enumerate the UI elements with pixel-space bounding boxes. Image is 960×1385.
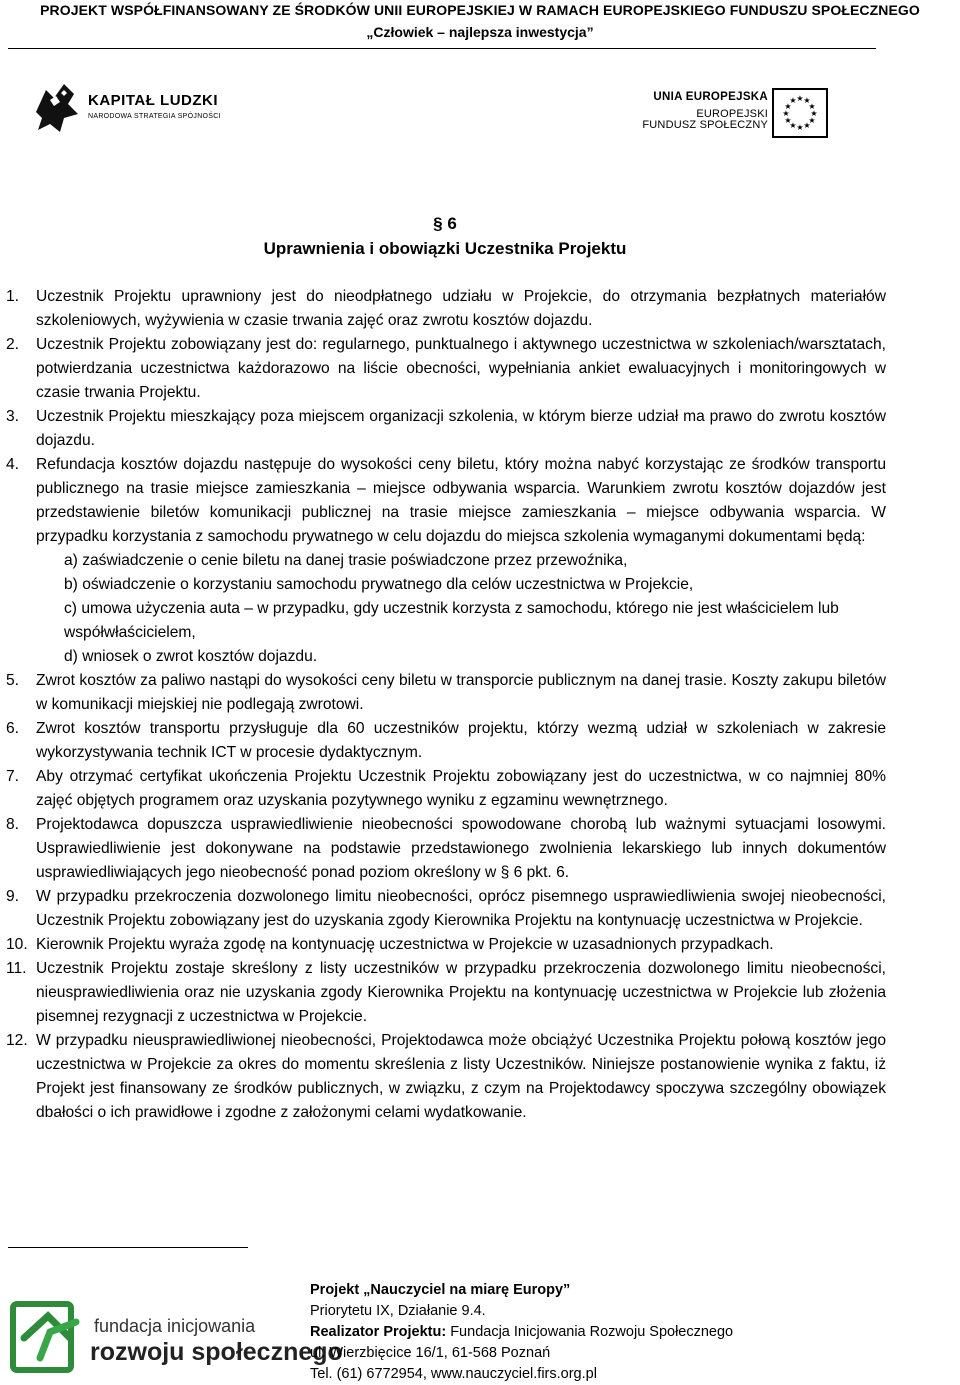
list-item (6, 1029, 886, 1125)
list-item (6, 717, 886, 765)
item-number: 10. (6, 936, 28, 953)
list-item (6, 405, 886, 453)
item-number: 9. (6, 888, 20, 905)
svg-text:★: ★ (796, 94, 804, 103)
svg-text:★: ★ (810, 109, 818, 118)
item-text: Projektodawca dopuszcza usprawiedliwienie nieobecności spowodowane chorobą lub ważnymi sytuacjami losowymi. Usprawiedliwienie jest dokonywane na podstawie przedstawionego zwolnienia lekarskiego lub innych dokumentów usprawiedliwiających jego nieobecność ponad poziom określony w § 6 pkt. 6. (36, 816, 886, 881)
svg-text:★: ★ (808, 116, 816, 125)
section-title: Uprawnienia i obowiązki Uczestnika Projektu (263, 239, 627, 258)
item-text: Zwrot kosztów transportu przysługuje dla 60 uczestników projektu, którzy wezmą udział w szkoleniach w zakresie wykorzystywania technik ICT w procesie dydaktycznym. (36, 720, 886, 761)
item-number: 7. (6, 768, 20, 785)
kapital-ludzki-subtitle: NARODOWA STRATEGIA SPÓJNOŚCI (88, 113, 221, 120)
svg-text:★: ★ (808, 102, 816, 111)
item-number: 5. (6, 672, 20, 689)
list-item (6, 933, 886, 957)
svg-text:★: ★ (803, 96, 811, 105)
eu-logo-line2: EUROPEJSKI (696, 108, 768, 120)
item-number: 4. (6, 456, 20, 473)
svg-text:★: ★ (784, 102, 792, 111)
section-number: § 6 (433, 214, 457, 233)
svg-text:★: ★ (796, 123, 804, 132)
list-item (6, 885, 886, 933)
sub-item: a) zaświadczenie o cenie biletu na danej trasie poświadczone przez przewoźnika, (64, 552, 628, 569)
kapital-ludzki-title: KAPITAŁ LUDZKI (88, 92, 219, 109)
list-item (6, 765, 886, 813)
footer-divider (8, 1247, 248, 1248)
item-text: W przypadku nieusprawiedliwionej nieobecności, Projektodawca może obciążyć Uczestnika Projektu połową kosztów jego uczestnictwa w Projekcie za okres do momentu skreślenia z listy Uczestników. Niniejsze postanowienie wynika z faktu, iż Projekt jest finansowany ze środków publicznych, w związku, z czym na Projektodawcy spoczywa szczególny obowiązek dbałości o ich prawidłowe i zgodne z założonymi celami wydatkowanie. (36, 1032, 886, 1121)
footer-info (310, 1280, 950, 1385)
item-number: 12. (6, 1032, 28, 1049)
fundacja-line2: rozwoju społecznego (90, 1338, 343, 1366)
item-text: Uczestnik Projektu zobowiązany jest do: regularnego, punktualnego i aktywnego uczestnictwa w szkoleniach/warsztatach, potwierdzania uczestnictwa każdorazowo na liście obecności, wypełniania ankiet ewaluacyjnych i monitoringowych w czasie trwania Projektu. (36, 336, 886, 401)
list-item (6, 957, 886, 1029)
fundacja-logo (10, 1296, 343, 1380)
item-number: 8. (6, 816, 20, 833)
item-text: Zwrot kosztów za paliwo nastąpi do wysokości ceny biletu w transporcie publicznym na danej trasie. Koszty zakupu biletów w komunikacji miejskiej nie podlegają zwrotowi. (36, 672, 886, 713)
item-text: Kierownik Projektu wyraża zgodę na kontynuację uczestnictwa w Projekcie w uzasadnionych przypadkach. (36, 936, 774, 953)
kapital-ludzki-logo (34, 84, 234, 134)
footer-priority: Priorytetu IX, Działanie 9.4. (310, 1303, 486, 1319)
svg-text:★: ★ (789, 121, 797, 130)
eu-logo-line3: FUNDUSZ SPOŁECZNY (642, 119, 768, 131)
eu-social-fund-logo (642, 86, 860, 142)
svg-text:★: ★ (789, 96, 797, 105)
footer-contact: Tel. (61) 6772954, www.nauczyciel.firs.org.pl (310, 1366, 597, 1382)
item-number: 2. (6, 336, 20, 353)
list-item (6, 813, 886, 885)
item-number: 1. (6, 288, 20, 305)
svg-text:★: ★ (784, 116, 792, 125)
sub-item: b) oświadczenie o korzystaniu samochodu prywatnego dla celów uczestnictwa w Projekcie, (64, 576, 694, 593)
footer-project: Projekt „Nauczyciel na miarę Europy” (310, 1282, 571, 1298)
item-number: 11. (6, 960, 27, 977)
item-text: Refundacja kosztów dojazdu następuje do wysokości ceny biletu, który można nabyć korzystając ze środków transportu publicznego na trasie miejsce zamieszkania – miejsce odbywania wsparcia. Warunkiem zwrotu kosztów dojazdów jest przedstawienie biletów komunikacji publicznej na trasie miejsce zamieszkania – miejsce odbywania wsparcia. W przypadku korzystania z samochodu prywatnego w celu dojazdu do miejsca szkolenia wymaganymi dokumentami będą: (36, 456, 886, 545)
item-text: W przypadku przekroczenia dozwolonego limitu nieobecności, oprócz pisemnego usprawiedliwienia swojej nieobecności, Uczestnik Projektu zobowiązany jest do uzyskania zgody Kierownika Projektu na kontynuację uczestnictwa w Projekcie. (36, 888, 886, 929)
svg-text:★: ★ (782, 109, 790, 118)
list-item (6, 669, 886, 717)
fundacja-emblem-icon (10, 1298, 84, 1378)
item-text: Uczestnik Projektu zostaje skreślony z listy uczestników w przypadku przekroczenia dozwolonego limitu nieobecności, nieusprawiedliwienia oraz nie uzyskania zgody Kierownika Projektu na kontynuację uczestnictwa w Projekcie lub złożenia pisemnej rezygnacji z uczestnictwa w Projekcie. (36, 960, 886, 1025)
rules-list (6, 285, 886, 1125)
list-item (6, 453, 886, 669)
header-slogan: „Człowiek – najlepsza inwestycja” (366, 24, 594, 40)
eu-logo-line1: UNIA EUROPEJSKA (653, 91, 768, 103)
item-text: Uczestnik Projektu uprawniony jest do nieodpłatnego udziału w Projekcie, do otrzymania bezpłatnych materiałów szkoleniowych, wyżywienia w czasie trwania zajęć oraz zwrotu kosztów dojazdu. (36, 288, 886, 329)
kapital-ludzki-emblem-icon (34, 84, 80, 134)
header-divider (8, 48, 876, 49)
footer-realizer-name: Fundacja Inicjowania Rozwoju Społecznego (450, 1324, 734, 1340)
svg-text:★: ★ (803, 121, 811, 130)
item-number: 3. (6, 408, 20, 425)
fundacja-line1: fundacja inicjowania (94, 1316, 256, 1336)
footer-realizer-label: Realizator Projektu: (310, 1324, 447, 1340)
item-text: Aby otrzymać certyfikat ukończenia Projektu Uczestnik Projektu zobowiązany jest do uczestnictwa, w co najmniej 80% zajęć objętych programem oraz uzyskania pozytywnego wyniku z egzaminu wewnętrznego. (36, 768, 886, 809)
footer-address: ul. Wierzbięcice 16/1, 61-568 Poznań (310, 1345, 551, 1361)
list-item (6, 285, 886, 333)
eu-flag-icon (772, 88, 828, 138)
sub-item: c) umowa użyczenia auta – w przypadku, gdy uczestnik korzysta z samochodu, którego nie jest właścicielem lub współwłaścicielem, (64, 600, 839, 641)
list-item (6, 333, 886, 405)
header-cofinancing-line: PROJEKT WSPÓŁFINANSOWANY ZE ŚRODKÓW UNII EUROPEJSKIEJ W RAMACH EUROPEJSKIEGO FUNDUSZU SPOŁECZNEGO (40, 2, 920, 18)
item-number: 6. (6, 720, 20, 737)
footer-realizer (310, 1322, 950, 1343)
sub-item: d) wniosek o zwrot kosztów dojazdu. (64, 648, 318, 665)
item-text: Uczestnik Projektu mieszkający poza miejscem organizacji szkolenia, w którym bierze udział ma prawo do zwrotu kosztów dojazdu. (36, 408, 886, 449)
